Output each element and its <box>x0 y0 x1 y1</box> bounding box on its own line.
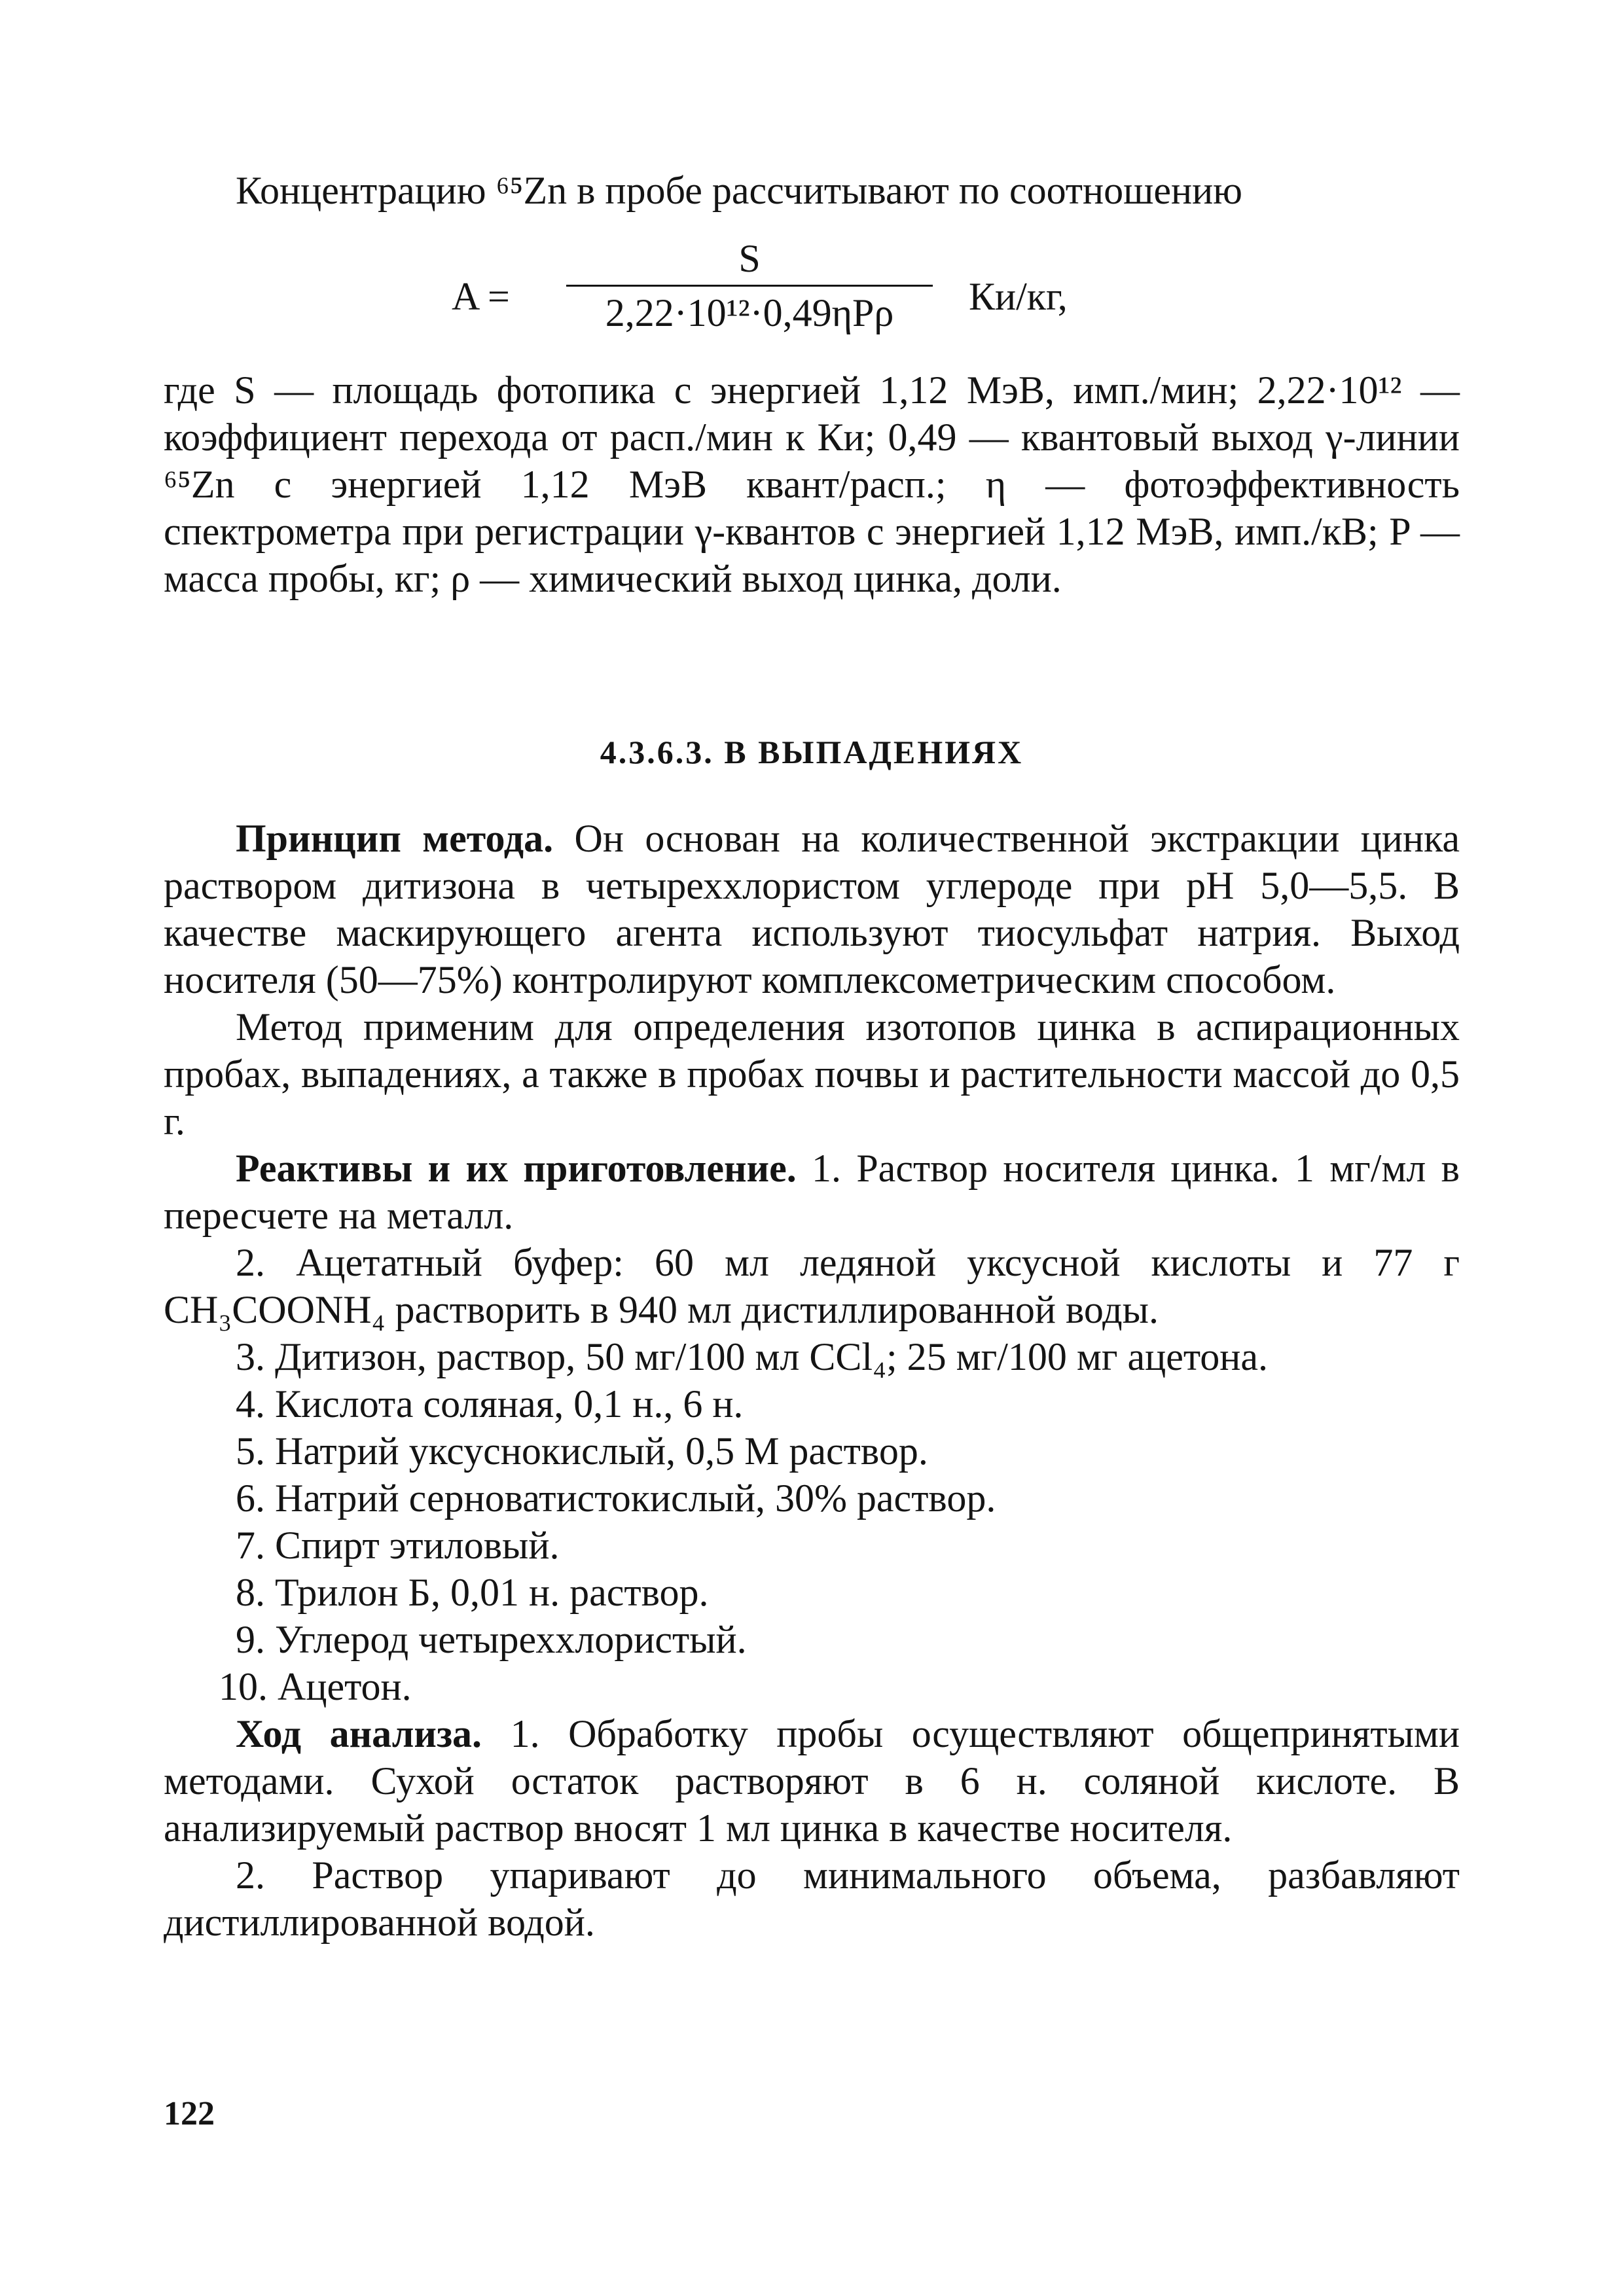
reagents-label: Реактивы и их приготовление. <box>236 1147 797 1190</box>
analysis-step-1: 1. Обработку пробы осуществляют общепринятыми методами. Сухой остаток растворяют в 6 н. соляной кислоте. В анализируемый раствор вносят 1 мл цинка в качестве носителя. <box>164 1712 1460 1850</box>
reagent-item: 6. Натрий серноватистокислый, 30% раствор. <box>236 1477 996 1520</box>
reagent-item: 4. Кислота соляная, 0,1 н., 6 н. <box>236 1382 744 1426</box>
section-body <box>164 815 1460 1946</box>
reagent-item: 7. Спирт этиловый. <box>236 1524 560 1567</box>
analysis-label: Ход анализа. <box>236 1712 482 1755</box>
analysis-paragraph <box>164 1710 1460 1852</box>
formula-fraction <box>566 232 933 339</box>
where-paragraph <box>164 367 1460 602</box>
reagent-item: 5. Натрий уксуснокислый, 0,5 М раствор. <box>236 1429 928 1473</box>
formula-unit: Ки/кг, <box>969 275 1068 318</box>
formula-numerator: S <box>738 237 761 280</box>
intro-text: Концентрацию ⁶⁵Zn в пробе рассчитывают по соотношению <box>236 169 1242 212</box>
reagent-item: 3. Дитизон, раствор, 50 мг/100 мл CCl₄; 25 мг/100 мг ацетона. <box>236 1335 1269 1378</box>
reagents-paragraph <box>164 1145 1460 1239</box>
reagent-item: 2. Ацетатный буфер: 60 мл ледяной уксусной кислоты и 77 г CH₃COONH₄ растворить в 940 мл дистиллированной воды. <box>164 1241 1460 1331</box>
reagent-item: 8. Трилон Б, 0,01 н. раствор. <box>236 1571 709 1614</box>
analysis-step-2: 2. Раствор упаривают до минимального объема, разбавляют дистиллированной водой. <box>164 1854 1460 1944</box>
principle-label: Принцип метода. <box>236 817 554 860</box>
applicability-paragraph: Метод применим для определения изотопов цинка в аспирационных пробах, выпадениях, а также в пробах почвы и растительности массой до 0,5 г. <box>164 1005 1460 1143</box>
intro-paragraph <box>164 167 1460 214</box>
formula-denominator: 2,22·10¹²·0,49ηPρ <box>605 291 894 334</box>
reagent-item: 9. Углерод четыреххлористый. <box>236 1618 747 1661</box>
concentration-formula <box>452 232 1237 363</box>
where-text: где S — площадь фотопика с энергией 1,12 МэВ, имп./мин; 2,22·10¹² — коэффициент перехода от расп./мин к Ки; 0,49 — квантовый выход γ-линии ⁶⁵Zn с энергией 1,12 МэВ квант/расп.; η — фотоэффективность спектрометра при регистрации γ-квантов с энергией 1,12 МэВ, имп./кВ; P — масса пробы, кг; ρ — химический выход цинка, доли. <box>164 368 1460 600</box>
page-number: 122 <box>164 2095 215 2132</box>
principle-text: Он основан на количественной экстракции цинка раствором дитизона в четыреххлористом углероде при pH 5,0—5,5. В качестве маскирующего агента используют тиосульфат натрия. Выход носителя (50—75%) контролируют комплексометрическим способом. <box>164 817 1460 1001</box>
reagent-item: 10. Ацетон. <box>219 1665 412 1708</box>
principle-paragraph <box>164 815 1460 1003</box>
formula-lhs: A = <box>452 275 510 318</box>
reagent-item-1: 1. Раствор носителя цинка. 1 мг/мл в пересчете на металл. <box>164 1147 1460 1237</box>
section-heading: 4.3.6.3. В ВЫПАДЕНИЯХ <box>600 734 1024 770</box>
